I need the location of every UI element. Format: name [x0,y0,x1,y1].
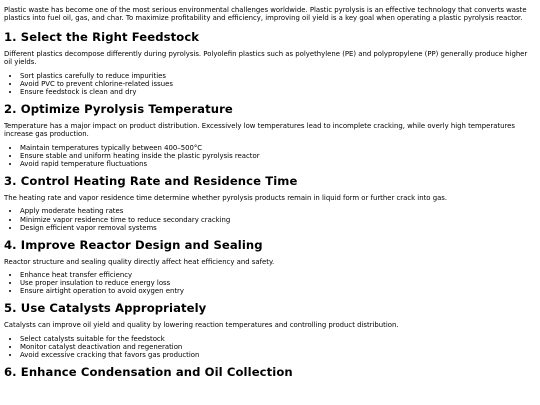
section-paragraph: Catalysts can improve oil yield and quality by lowering reaction temperatures and controlling product distribution. [4,321,399,330]
section-temperature [4,102,536,168]
list-item: • Maintain temperatures typically between 400–500°C [20,144,536,152]
bullet-list [4,144,536,168]
list-item: • Ensure feedstock is clean and dry [20,88,536,96]
list-item: • Minimize vapor residence time to reduce secondary cracking [20,216,536,224]
bullet-list [4,335,536,359]
list-item: • Sort plastics carefully to reduce impurities [20,72,536,80]
section-heading: 2. Optimize Pyrolysis Temperature [4,101,233,116]
list-item: • Use proper insulation to reduce energy loss [20,279,536,287]
bullet-list [4,271,536,295]
list-item: • Avoid rapid temperature fluctuations [20,160,536,168]
section-condensation [4,365,536,380]
section-reactor-design [4,238,536,296]
section-heating-rate [4,174,536,232]
list-item: • Enhance heat transfer efficiency [20,271,536,279]
list-item: • Monitor catalyst deactivation and regeneration [20,343,536,351]
section-paragraph: The heating rate and vapor residence time determine whether pyrolysis products remain in liquid form or further crack into gas. [4,194,448,202]
list-item: • Design efficient vapor removal systems [20,224,536,232]
section-paragraph: Reactor structure and sealing quality directly affect heat efficiency and safety. [4,257,275,266]
section-paragraph: Temperature has a major impact on product distribution. Excessively low temperatures lead to incomplete cracking, while overly high temperatures increase gas production. [4,121,515,139]
section-catalysts [4,301,536,359]
section-heading: 3. Control Heating Rate and Residence Time [4,174,298,188]
section-paragraph: Different plastics decompose differently during pyrolysis. Polyolefin plastics such as polyethylene (PE) and polypropylene (PP) generally produce higher oil yields. [4,49,528,67]
list-item: • Ensure airtight operation to avoid oxygen entry [20,287,536,295]
list-item: • Avoid excessive cracking that favors gas production [20,351,536,359]
bullet-list [4,72,536,96]
section-heading: 1. Select the Right Feedstock [4,29,200,44]
bullet-list [4,207,536,231]
list-item: • Select catalysts suitable for the feedstock [20,335,536,343]
section-heading: 4. Improve Reactor Design and Sealing [4,237,263,252]
list-item: • Apply moderate heating rates [20,207,536,215]
list-item: • Ensure stable and uniform heating inside the plastic pyrolysis reactor [20,152,536,160]
section-feedstock [4,30,536,96]
list-item: • Avoid PVC to prevent chlorine-related issues [20,80,536,88]
section-heading: 5. Use Catalysts Appropriately [4,301,207,316]
section-heading: 6. Enhance Condensation and Oil Collection [4,365,293,380]
intro-paragraph: Plastic waste has become one of the most serious environmental challenges worldwide. Plastic pyrolysis is an effective technology that converts waste plastics into fuel oil, gas, and char. To maximize profitability and efficiency, improving oil yield is a key goal when operating a plastic pyrolysis reactor. [4,6,527,23]
